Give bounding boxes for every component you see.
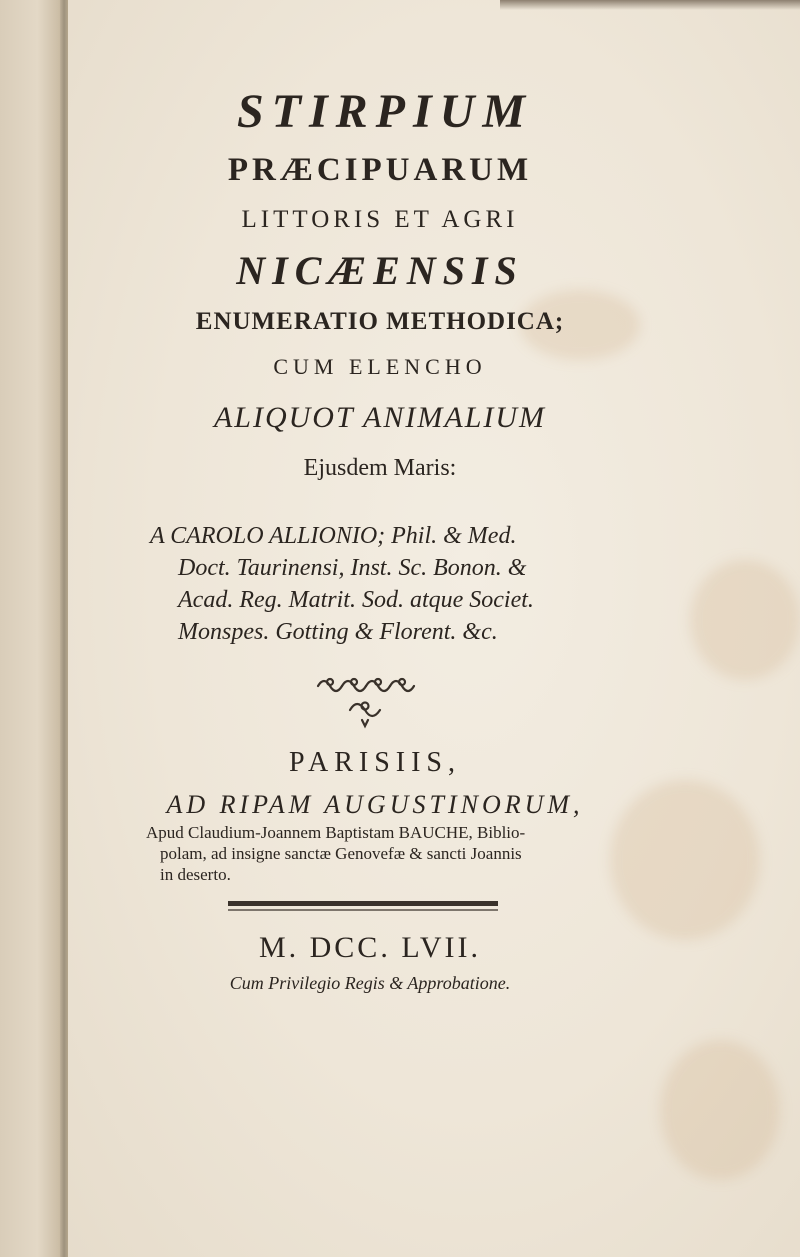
page-gutter-shadow [60,0,68,1257]
title-block [100,80,660,490]
author-line: Doct. Taurinensi, Inst. Sc. Bonon. & [178,555,527,581]
author-block [150,520,620,648]
book-spine-edge [0,0,68,1257]
title-line-praecipuarum: PRÆCIPUARUM [227,152,533,188]
foxing-stain [610,780,760,940]
foxing-stain [690,560,800,680]
top-edge-shadow [500,0,800,10]
title-line-aliquot: ALIQUOT ANIMALIUM [213,401,547,434]
title-line-stirpium: STIRPIUM [236,85,534,138]
publisher-line: Apud Claudium-Joannem Baptistam BAUCHE, Biblio- [146,823,526,842]
publisher-block [146,822,608,885]
title-line-ejusdem: Ejusdem Maris: [303,455,457,481]
publisher-line: polam, ad insigne sanctæ Genovefæ & sancti Joannis [160,844,522,863]
decorative-rule [228,900,498,912]
author-line: Acad. Reg. Matrit. Sod. atque Societ. [178,587,534,613]
title-line-cum-elencho: CUM ELENCHO [273,354,487,379]
author-line: A CAROLO ALLIONIO; Phil. & Med. [150,523,517,549]
publication-date: M. DCC. LVII. [258,931,482,964]
imprint-location: AD RIPAM AUGUSTINORUM, [166,790,584,819]
title-line-littoris: LITTORIS ET AGRI [241,206,519,233]
imprint-city: PARISIIS, [288,747,461,778]
privilege-line: Cum Privilegio Regis & Approbatione. [229,973,511,993]
author-line: Monspes. Gotting & Florent. &c. [178,619,498,645]
imprint-block [140,740,610,824]
title-line-enumeratio: ENUMERATIO METHODICA; [195,308,565,335]
foxing-stain [660,1040,780,1180]
printers-ornament-icon [310,668,420,730]
title-line-nicaeensis: NICÆENSIS [236,248,524,293]
publisher-line: in deserto. [160,865,231,884]
